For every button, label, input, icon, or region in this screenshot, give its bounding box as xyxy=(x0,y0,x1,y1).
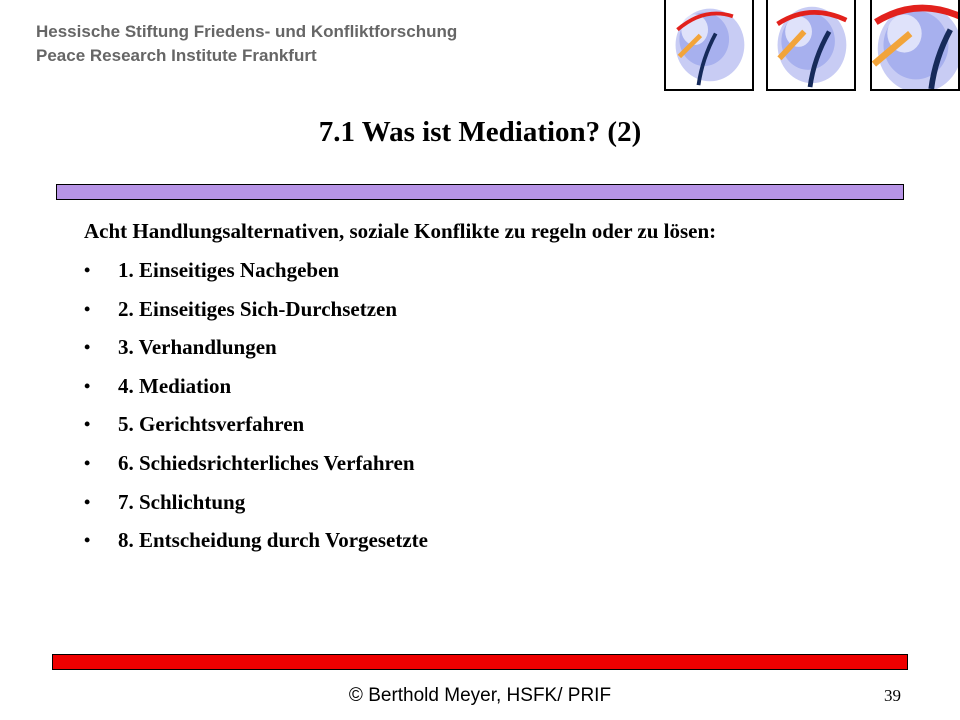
list-item xyxy=(84,526,428,565)
list-item-text: 1. Einseitiges Nachgeben xyxy=(118,258,340,282)
list-item xyxy=(84,449,428,488)
bullet-icon: • xyxy=(84,491,91,512)
intro-text: Acht Handlungsalternativen, soziale Konflikte zu regeln oder zu lösen: xyxy=(84,219,717,243)
title-divider-bar xyxy=(56,184,904,200)
list-item-text: 4. Mediation xyxy=(118,373,232,398)
hsfk-logo-icon xyxy=(766,0,856,91)
page-number: 39 xyxy=(884,686,901,705)
institute-name-english: Peace Research Institute Frankfurt xyxy=(36,46,317,65)
bullet-icon: • xyxy=(84,530,91,551)
list-item-text: 3. Verhandlungen xyxy=(118,335,277,360)
institute-name xyxy=(36,20,457,68)
list-item-text: 2. Einseitiges Sich-Durchsetzen xyxy=(118,296,398,321)
list-item-text: 5. Gerichtsverfahren xyxy=(118,412,305,437)
bullet-icon: • xyxy=(84,452,91,473)
list-item xyxy=(84,295,428,334)
institute-name-german: Hessische Stiftung Friedens- und Konfliktforschung xyxy=(36,22,458,41)
list-item xyxy=(84,256,428,295)
list-item-text: 7. Schlichtung xyxy=(118,489,246,514)
bullet-icon: • xyxy=(84,375,91,396)
copyright-text: © Berthold Meyer, HSFK/ PRIF xyxy=(348,685,612,706)
footer-divider-bar xyxy=(52,654,908,670)
bullet-icon: • xyxy=(84,260,91,280)
bullet-icon: • xyxy=(84,414,91,435)
list-item xyxy=(84,333,428,372)
slide-title: 7.1 Was ist Mediation? (2) xyxy=(318,116,642,148)
list-item xyxy=(84,410,428,449)
list-item xyxy=(84,372,428,411)
bullet-icon: • xyxy=(84,298,91,319)
hsfk-logo-icon xyxy=(664,0,754,91)
alternatives-list xyxy=(84,256,428,565)
list-item-text: 6. Schiedsrichterliches Verfahren xyxy=(118,450,415,475)
bullet-icon: • xyxy=(84,337,91,358)
list-item-text: 8. Entscheidung durch Vorgesetzte xyxy=(118,528,428,553)
hsfk-logo-icon xyxy=(870,0,960,91)
list-item xyxy=(84,488,428,527)
